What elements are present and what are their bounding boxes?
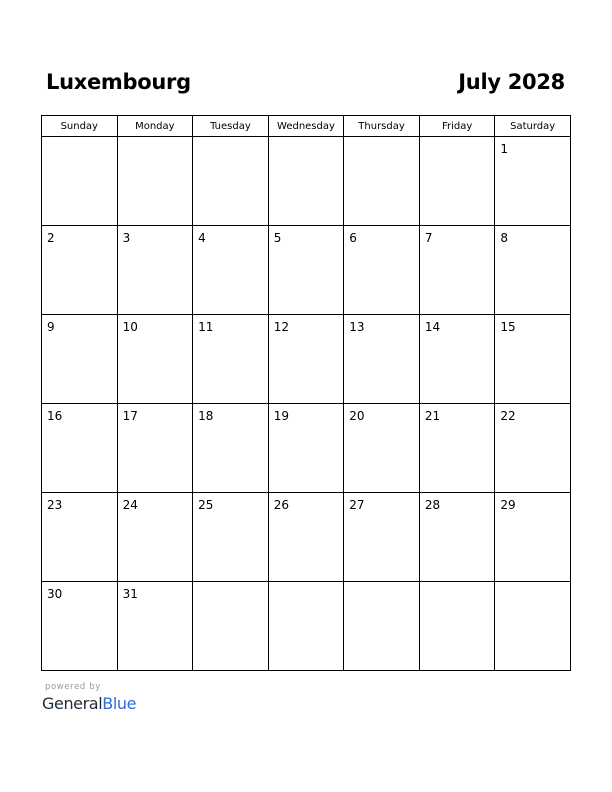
day-number: [420, 137, 495, 142]
day-number: [118, 137, 193, 142]
calendar-day-cell: [117, 404, 193, 493]
calendar-day-cell: [42, 137, 118, 226]
generalblue-logo: [42, 694, 136, 713]
calendar-day-cell: [344, 493, 420, 582]
calendar-grid: [41, 115, 571, 671]
day-number: [193, 137, 268, 142]
month-year-title: July 2028: [458, 70, 565, 94]
calendar-day-cell: [42, 226, 118, 315]
calendar-day-cell: [117, 493, 193, 582]
calendar-day-cell: [193, 137, 269, 226]
calendar-day-cell: [419, 226, 495, 315]
day-number: [42, 137, 117, 142]
calendar-day-cell: [117, 137, 193, 226]
day-number: 10: [122, 320, 138, 334]
calendar-day-cell: [268, 404, 344, 493]
day-number: [344, 582, 419, 587]
day-number: 29: [500, 498, 516, 512]
day-number: [495, 582, 570, 587]
calendar-day-cell: [268, 582, 344, 671]
weekday-header-friday: Friday: [419, 116, 495, 137]
calendar-day-cell: [419, 493, 495, 582]
day-number: 8: [500, 231, 509, 245]
calendar-body: [42, 137, 571, 671]
calendar-day-cell: [193, 493, 269, 582]
weekday-header-tuesday: Tuesday: [193, 116, 269, 137]
calendar-day-cell: [193, 404, 269, 493]
calendar-day-cell: [193, 582, 269, 671]
footer-branding: [42, 682, 136, 713]
day-number: 11: [198, 320, 214, 334]
day-number: 1: [500, 142, 509, 156]
day-number: 18: [198, 409, 214, 423]
day-number: 27: [349, 498, 365, 512]
powered-by-text: powered by: [45, 682, 101, 692]
calendar-day-cell: [495, 582, 571, 671]
calendar-day-cell: [344, 226, 420, 315]
day-number: 13: [349, 320, 365, 334]
day-number: 14: [424, 320, 441, 334]
day-number: 2: [47, 231, 55, 245]
weekday-header-thursday: Thursday: [344, 116, 420, 137]
day-number: 19: [273, 409, 289, 423]
calendar-day-cell: [495, 315, 571, 404]
day-number: 9: [47, 320, 55, 334]
weekday-header-monday: Monday: [117, 116, 193, 137]
calendar-day-cell: [268, 226, 344, 315]
weekday-header-sunday: Sunday: [42, 116, 118, 137]
calendar-day-cell: [268, 137, 344, 226]
brand-general-text: General: [42, 694, 103, 713]
calendar-week-row: [42, 137, 571, 226]
country-title: Luxembourg: [46, 70, 191, 94]
weekday-header-saturday: Saturday: [495, 116, 571, 137]
calendar-day-cell: [193, 315, 269, 404]
day-number: [420, 582, 495, 587]
calendar-day-cell: [268, 493, 344, 582]
day-number: [344, 137, 419, 142]
day-number: 12: [273, 320, 289, 334]
calendar-day-cell: [495, 226, 571, 315]
calendar-day-cell: [193, 226, 269, 315]
day-number: 7: [424, 231, 433, 245]
day-number: 20: [349, 409, 365, 423]
day-number: 24: [122, 498, 138, 512]
calendar-day-cell: [117, 226, 193, 315]
calendar-day-cell: [117, 582, 193, 671]
calendar-day-cell: [419, 582, 495, 671]
day-number: 3: [122, 231, 131, 245]
day-number: 17: [122, 409, 138, 423]
calendar-day-cell: [495, 493, 571, 582]
calendar-day-cell: [419, 315, 495, 404]
calendar-day-cell: [344, 582, 420, 671]
day-number: 30: [47, 587, 63, 601]
day-number: [193, 582, 268, 587]
calendar-day-cell: [495, 137, 571, 226]
calendar-day-cell: [42, 582, 118, 671]
calendar-week-row: [42, 226, 571, 315]
calendar-week-row: [42, 404, 571, 493]
day-number: 6: [349, 231, 357, 245]
day-number: 4: [198, 231, 206, 245]
weekday-header-wednesday: Wednesday: [268, 116, 344, 137]
day-number: 15: [500, 320, 516, 334]
calendar-day-cell: [344, 137, 420, 226]
day-number: 26: [273, 498, 289, 512]
day-number: 16: [47, 409, 63, 423]
calendar-day-cell: [117, 315, 193, 404]
calendar-day-cell: [419, 404, 495, 493]
day-number: 23: [47, 498, 63, 512]
brand-blue-text: Blue: [102, 694, 137, 713]
day-number: 28: [424, 498, 441, 512]
calendar-day-cell: [42, 404, 118, 493]
weekday-header-row: [42, 116, 571, 137]
calendar-day-cell: [344, 404, 420, 493]
day-number: 21: [424, 409, 441, 423]
day-number: [269, 137, 344, 142]
calendar-week-row: [42, 315, 571, 404]
calendar-week-row: [42, 493, 571, 582]
day-number: [269, 582, 344, 587]
calendar-week-row: [42, 582, 571, 671]
calendar-day-cell: [268, 315, 344, 404]
day-number: 22: [500, 409, 516, 423]
calendar-day-cell: [42, 493, 118, 582]
calendar-day-cell: [419, 137, 495, 226]
day-number: 31: [122, 587, 138, 601]
calendar-day-cell: [344, 315, 420, 404]
day-number: 5: [273, 231, 282, 245]
calendar-day-cell: [495, 404, 571, 493]
calendar-day-cell: [42, 315, 118, 404]
day-number: 25: [198, 498, 214, 512]
